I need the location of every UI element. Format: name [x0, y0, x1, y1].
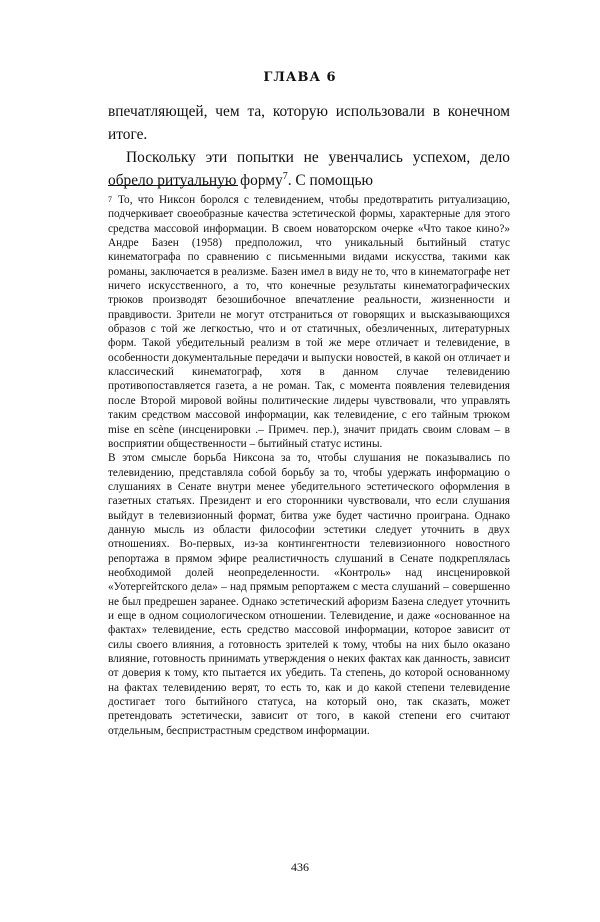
- footnote-paragraph-2: В этом смысле борьба Никсона за то, чтобы слушания не показывались по телевидению, представляла собой борьбу за то, чтобы удержать информацию о слушаниях в Сенате внутри менее убедительного эстетического оформления в газетных статьях. Президент и его сторонники чувствовали, что если слушания выйдут в телевизионный формат, битва уже будет частично проиграна. Однако данную мысль из области философии эстетики следует уточнить в двух отношениях. Во-первых, из-за контингентности телевизионного новостного репортажа в прямом эфире реалистичность слушаний в Сенате подкреплялась необходимой долей неопределенности. «Контроль» над инсценировкой «Уотергейтского дела» – над прямым репортажем с места слушаний – совершенно не был предрешен заранее. Однако эстетический афоризм Базена следует уточнить и еще в одном социологическом отношении. Телевидение, и даже «основанное на фактах» телевидение, есть средство массовой информации, которое зависит от силы своего влияния, а готовность зрителей к тому, чтобы на них было оказано влияние, готовность принимать утверждения о неких фактах как данность, зависит от доверия к тому, кто пытается их убедить. Та степень, до которой основанному на фактах телевидению верят, то есть то, как и до какой степени телевидение достигает того бытийного статуса, на который оно, так сказать, может претендовать эстетически, зависит от того, в какой степени его считают отдельным, беспристрастным средством информации.: [108, 452, 510, 737]
- main-paragraph-1: впечатляющей, чем та, которую использовали в конечном итоге.: [108, 103, 510, 143]
- main-paragraph-2-text: Поскольку эти попытки не увенчались успехом, дело обрело ритуальную форму: [108, 149, 510, 189]
- footnote-paragraph-1-text: То, что Никсон боролся с телевидением, чтобы предотвратить ритуализацию, подчеркивает своеобразные качества эстетической формы, характерные для этого средства массовой информации. В своем новаторском очерке «Что такое кино?» Андре Базен (1958) предположил, что уникальный бытийный статус кинематографа по сравнению с письменными видами искусства, такими как романы, заключается в реализме. Базен имел в виду не то, что в кинематографе нет ничего искусственного, а то, что конечные результаты кинематографических трюков производят безошибочное впечатление реальности, жизненности и правдивости. Зрители не могут отстраниться от говорящих и высказывающихся образов с той же легкостью, что и от статичных, обезличенных, литературных форм. Такой убедительный реализм в той же мере отличает и телевидение, в особенности документальные передачи и выпуски новостей, в какой он отличает и классический кинематограф, хотя в данном случае телевидению противопоставляется газета, а не роман. Так, с момента появления телевидения после Второй мировой войны политические лидеры чувствовали, что управлять таким средством массовой информации, как телевидение, с его тайным трюком mise en scène (инсценировки .– Примеч. пер.), значит придать своим словам – в восприятии общественности – бытийный статус истины.: [108, 194, 510, 450]
- page-number: 436: [291, 860, 309, 874]
- main-text: [108, 100, 510, 192]
- footnote-paragraph-1: [108, 193, 510, 451]
- footnote-divider: [108, 185, 238, 186]
- footnote: [108, 193, 510, 738]
- chapter-header: ГЛАВА 6: [263, 70, 337, 85]
- footnote-reference: 7: [282, 170, 288, 182]
- main-paragraph-2-tail: . С помощью: [287, 172, 373, 189]
- footnote-marker: 7: [108, 195, 112, 204]
